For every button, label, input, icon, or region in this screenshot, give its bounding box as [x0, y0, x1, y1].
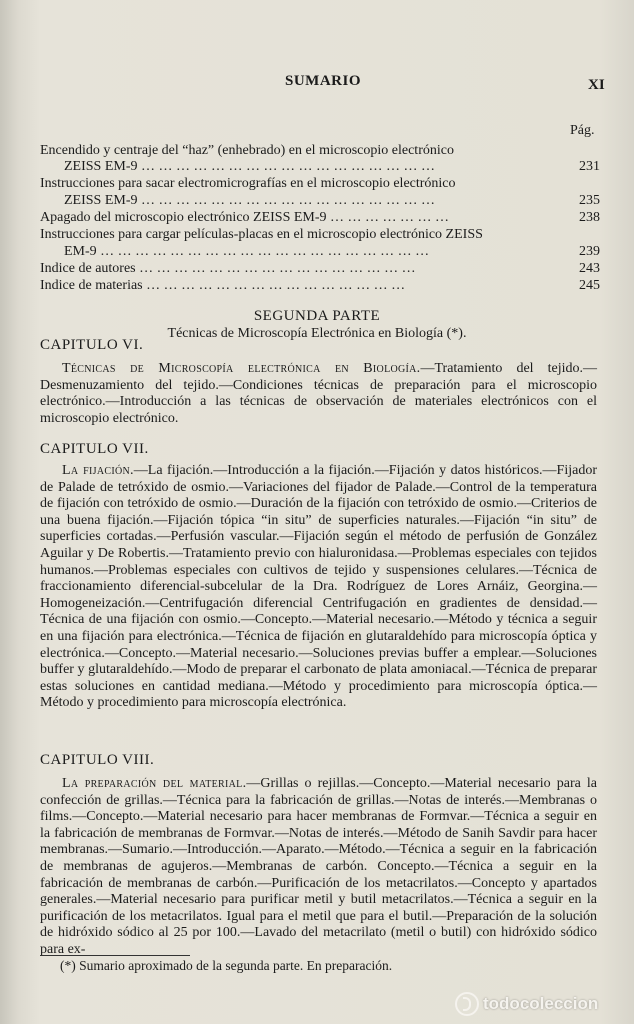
- toc-entry-text: Instrucciones para cargar películas-placas en el microscopio electrónico ZEISS: [40, 227, 483, 242]
- toc-entry: [40, 176, 600, 192]
- toc-entry: [40, 244, 600, 260]
- chapter-lead: La fijación.: [62, 463, 134, 478]
- toc-entry: [40, 261, 600, 277]
- toc-entry-page: 239: [579, 244, 600, 259]
- toc-entry-text: Indice de autores … … … … … … … … … … … … … … … …: [40, 261, 416, 276]
- chapter-body: —La fijación.—Introducción a la fijación.—Fijación y datos históricos.—Fijador de Palade de tetróxido de osmio.—Variaciones del fijador de Palade.—Control de la temperatura de fijación con tetróxido de osmio.—Duración de la fijación con tetróxido de osmio.—Criterios de una buena fijación.—Fijación tópica “in situ” de superficies naturales.—Fijación “in situ” de superficies cortadas.—Perfusión vascular.—Fijación según el método de perfusión de González Aguilar y De Robertis.—Tratamiento previo con hialuronidasa.—Problemas especiales con tejidos humanos.—Problemas especiales con cultivos de tejido y suspensiones celulares.—Técnica de fraccionamiento diferencial-subcelular de la Dra. Rodríguez de Lores Arnáiz, Georgina.—Homogeneización.—Centrifugación diferencial Centrifugación en gradientes de densidad.—Técnica de una fijación con osmio.—Concepto.—Material necesario.—Método y técnica a seguir en una fijación para electrónica.—Técnica de fijación en glutaraldehído para microscopía óptica y electrónica.—Concepto.—Material necesario.—Soluciones previas buffer a emplear.—Soluciones buffer y glutaraldehído.—Modo de preparar el carbonato de plata amoniacal.—Técnica de preparar estas soluciones en cantidad mediana.—Método y procedimiento para microscopía óptica.—Método y procedimiento para microscopía electrónica.: [40, 463, 597, 711]
- chapter-heading: CAPITULO VIII.: [40, 752, 155, 768]
- toc-entry-text: ZEISS EM-9 … … … … … … … … … … … … … … … … …: [64, 193, 435, 208]
- toc-entry-text: Encendido y centraje del “haz” (enhebrado) en el microscopio electrónico: [40, 143, 454, 158]
- toc-entry-page: 245: [579, 278, 600, 293]
- chapter-heading: CAPITULO VI.: [40, 337, 144, 353]
- chapter-lead: La preparación del material.: [62, 776, 247, 791]
- toc-entry-page: 231: [579, 159, 600, 174]
- toc-entry-page: 243: [579, 261, 600, 276]
- chapter-body: —Tratamiento del tejido.—Desmenuzamiento del tejido.—Condiciones técnicas de preparación para el microscopio electrónico.—Introducción a las técnicas de observación de materiales electrónicos con el microscopio electrónico.: [40, 361, 597, 426]
- toc-entry: [40, 159, 600, 175]
- page-number: XI: [588, 77, 605, 93]
- chapter-lead: Técnicas de Microscopía electrónica en Biología.: [62, 361, 421, 376]
- footnote-divider: [40, 955, 190, 956]
- page-column-label: Pág.: [570, 123, 595, 138]
- chapter-summary: [40, 361, 597, 427]
- toc-entry-text: ZEISS EM-9 … … … … … … … … … … … … … … … … …: [64, 159, 435, 174]
- watermark-logo: [455, 992, 625, 1020]
- chapter-body: —Grillas o rejillas.—Concepto.—Material necesario para la confección de grillas.—Técnica para la fabricación de grillas.—Notas de interés.—Membranas o films.—Concepto.—Material necesario para hacer membranas de Formvar.—Técnica a seguir en la fabricación de membranas de Formvar.—Notas de interés.—Método de Sanih Savdir para hacer membranas.—Sumario.—Introducción.—Aparato.—Método.—Técnica a seguir en la fabricación de membranas de agujeros.—Membranas de carbón. Concepto.—Técnica a seguir en la fabricación de membranas de carbón.—Purificación de los metacrilatos.—Concepto y apartados generales.—Material necesario para purificar metil y butil metacrilatos.—Técnica a seguir en la purificación de los metacrilatos. Igual para el metil que para el butil.—Preparación de la solución de hidróxido sódico al 25 por 100.—Lavado del metacrilato (metil o butil) con hidróxido sódico para ex-: [40, 776, 597, 957]
- toc-entry: [40, 143, 600, 159]
- toc-entry: [40, 227, 600, 243]
- chapter-summary: [40, 463, 597, 712]
- watermark-text: todocoleccion: [483, 994, 599, 1013]
- toc-entry-text: Apagado del microscopio electrónico ZEISS EM-9 … … … … … … …: [40, 210, 450, 225]
- chapter-summary: [40, 776, 597, 959]
- toc-entry: [40, 278, 600, 294]
- toc-entry: [40, 210, 600, 226]
- watermark-icon: [455, 992, 479, 1016]
- toc-entry-text: Instrucciones para sacar electromicrografías en el microscopio electrónico: [40, 176, 456, 191]
- footnote: (*) Sumario aproximado de la segunda parte. En preparación.: [60, 958, 393, 973]
- toc-entry-page: 235: [579, 193, 600, 208]
- toc-entry: [40, 193, 600, 209]
- toc-entry-text: EM-9 … … … … … … … … … … … … … … … … … … …: [64, 244, 430, 259]
- part-title: SEGUNDA PARTE: [253, 308, 381, 324]
- chapter-heading: CAPITULO VII.: [40, 441, 149, 457]
- part-subtitle: Técnicas de Microscopía Electrónica en Biología (*).: [167, 326, 467, 341]
- toc-entry-page: 238: [579, 210, 600, 225]
- page-title: SUMARIO: [285, 73, 362, 89]
- toc-entry-text: Indice de materias … … … … … … … … … … … … … … …: [40, 278, 406, 293]
